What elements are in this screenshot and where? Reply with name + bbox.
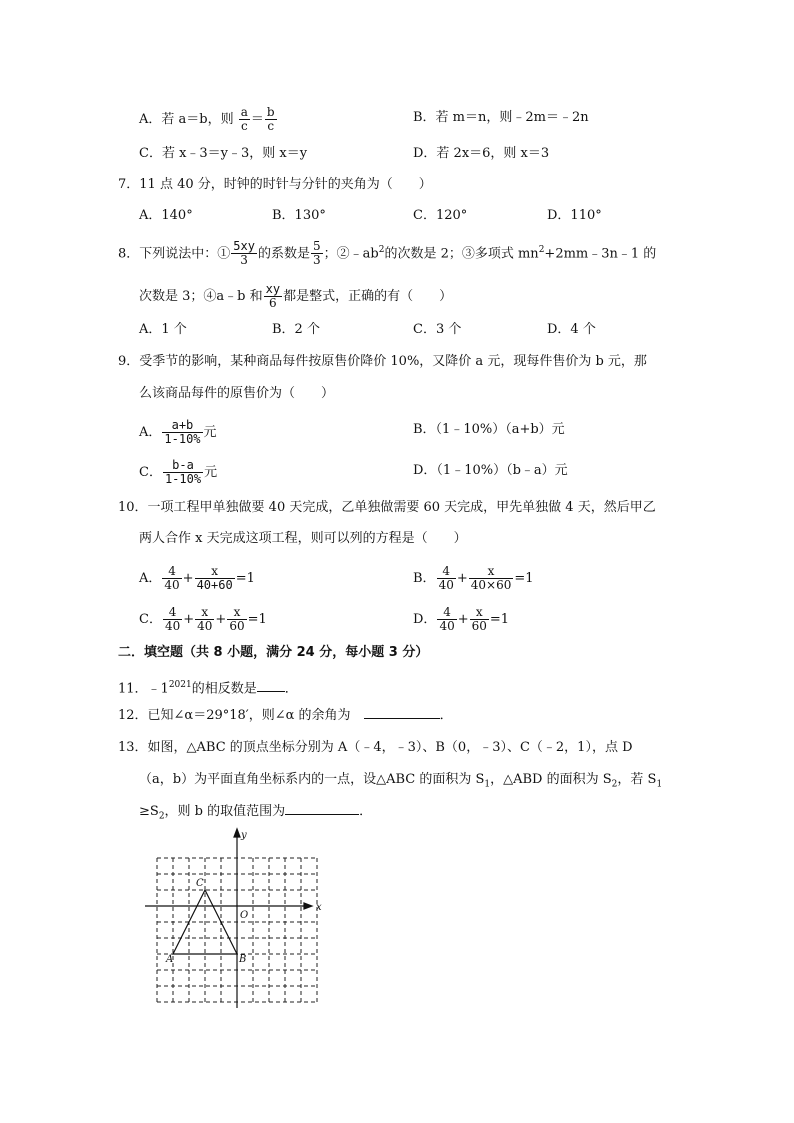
q6-option-a[interactable] [139,106,278,133]
fraction: $\frac{b}{c}$ [266,105,275,133]
fraction: $\frac{5xy}{3}$ [233,239,255,268]
equals-sign: ＝ [250,112,264,127]
q8-line-1: 8．下列说法中：① $\frac{5xy}{3}$ 的系数是 $\frac{5}{3}$ ；$②﹣ab^2$的次数是 2；③多项式 $mn^2+2mm﹣3n﹣1$ 的 [118,239,657,268]
q9-line-1: 9．受季节的影响，某种商品每件按原售价降价 10%，又降价 a 元，现每件售价为 b 元，那 [118,354,647,369]
q11: 11．$﹣1^{2021}$的相反数是 ． [118,680,298,697]
q7-option-d[interactable]: D．110° [547,208,602,223]
q13-line-2: （a，b）为平面直角坐标系内的一点，设△ABC 的面积为 $S_1$，△ABD 的面积为 $S_2$，若 $S_1$ [139,772,663,790]
answer-blank[interactable] [364,706,440,719]
x-axis-label: x [316,902,322,913]
answer-blank[interactable] [285,802,359,815]
q7-option-b[interactable]: B．130° [272,208,326,223]
q10-option-c[interactable]: C． $\frac{4}{40}$ + $\frac{x}{40}$ + $\frac{x}{60}$ =1 [139,605,267,633]
y-axis-arrow [234,829,240,837]
q9-option-a[interactable]: A． $\frac{a+b}{1-10\%}$ 元 [139,418,217,446]
option-label: A．若 [139,112,175,127]
section-heading: 二．填空题（共 8 小题，满分 24 分，每小题 3 分） [118,645,429,660]
point-b-label: B [239,954,247,965]
fraction: $\frac{a}{c}$ [240,105,248,133]
q13-line-3: $\ge S_2$，则 b 的取值范围为 ． [139,804,373,822]
q8-option-b[interactable]: B．2 个 [272,322,320,337]
point-a-label: A [166,954,174,965]
q12: 12．已知∠α＝29°18′，则∠α 的余角为 ． [118,708,453,723]
q6-option-b[interactable]: B．若 m＝n，则﹣2m＝﹣2n [413,110,589,125]
fraction: $\frac{b-a}{1-10\%}$ [164,458,202,486]
q9-line-2: 么该商品每件的原售价为（ ） [139,386,335,401]
q13-line-1: 13．如图，△ABC 的顶点坐标分别为 A（﹣4，﹣3）、B（0，﹣3）、C（﹣2，1），点 D [118,740,633,755]
fraction: $\frac{a+b}{1-10\%}$ [164,418,201,446]
q9-option-d[interactable]: D．（1﹣10%）（b﹣a）元 [413,463,568,478]
x-axis-arrow [304,903,312,909]
q10-option-a[interactable]: A． $\frac{4}{40}$ + $\frac{x}{40+60}$ =1 [139,564,255,592]
q10-option-d[interactable]: D． $\frac{4}{40}$ + $\frac{x}{60}$ =1 [413,605,510,633]
q7-stem: 7．11 点 40 分，时钟的时针与分针的夹角为（ ） [118,177,432,192]
q10-option-b[interactable]: B． $\frac{4}{40}$ + $\frac{x}{40\times 60}$ =1 [413,564,534,592]
q7-option-c[interactable]: C．120° [413,208,468,223]
option-text: a＝b，则 [178,112,234,127]
q10-line-1: 10．一项工程甲单独做要 40 天完成，乙单独做需要 60 天完成，甲先单独做 4 天，然后甲乙 [118,500,656,515]
q8-option-d[interactable]: D．4 个 [547,322,596,337]
fraction: $\frac{5}{3}$ [312,239,321,268]
fraction: $\frac{xy}{6}$ [265,282,281,310]
q8-option-a[interactable]: A．1 个 [139,322,187,337]
point-c-label: C [196,878,204,889]
q7-option-a[interactable]: A．140° [139,208,193,223]
q6-option-c[interactable]: C．若 x﹣3＝y﹣3，则 x＝y [139,146,308,161]
q10-line-2: 两人合作 x 天完成这项工程，则可以列的方程是（ ） [139,531,467,546]
q9-option-c[interactable]: C． $\frac{b-a}{1-10\%}$ 元 [139,458,218,486]
y-axis-label: y [241,830,247,841]
origin-label: O [240,910,249,921]
coordinate-graph [140,826,320,1008]
q6-option-d[interactable]: D．若 2x＝6，则 x＝3 [413,146,550,161]
q8-option-c[interactable]: C．3 个 [413,322,462,337]
answer-blank[interactable] [257,679,285,692]
q9-option-b[interactable]: B．（1﹣10%）（a+b）元 [413,422,565,437]
q8-line-2: 次数是 3；④a﹣b 和 $\frac{xy}{6}$ 都是整式，正确的有（ ） [139,282,453,310]
